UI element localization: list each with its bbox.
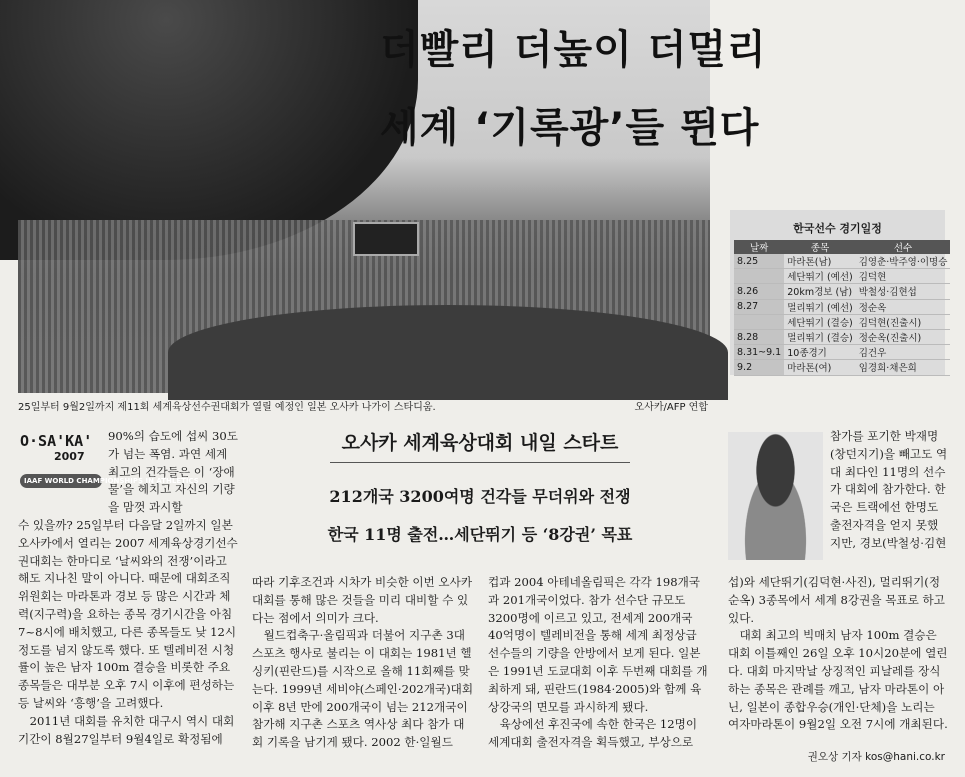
article-col4	[728, 574, 948, 734]
scoreboard-screen	[353, 222, 419, 256]
schedule-header-event: 종목	[784, 240, 856, 254]
table-row	[734, 360, 950, 375]
schedule-box	[730, 210, 948, 375]
schedule-table	[734, 240, 950, 376]
photo-caption: 25일부터 9월2일까지 제11회 세계육상선수권대회가 열릴 예정인 일본 오사카 나가이 스타디움.	[18, 402, 436, 413]
article-subhead: 오사카 세계육상대회 내일 스타트	[341, 432, 619, 454]
article-paragraph: 월드컵축구·올림픽과 더불어 지구촌 3대 스포츠 행사로 불리는 이 대회는 1981년 헬싱키(핀란드)를 시작으로 올해 11회째를 맞는다. 1999년 세비야(스페인·202개국)대회 이후 8년 만에 200개국이 넘는 212개국이 참가해 지구촌 스포츠 역사상 최다 참가 대회 기록을 남기게 됐다. 2002 한·일월드	[252, 628, 474, 750]
table-row	[734, 269, 950, 284]
article-col1	[18, 517, 238, 748]
article-col3	[488, 574, 710, 752]
article-paragraph: 수 있을까? 25일부터 다음달 2일까지 일본 오사카에서 열리는 2007 세계육상경기선수권대회는 한마디로 ‘날씨와의 전쟁’이라고 해도 지나친 말이 아니다. 때문에 대회조직위원회는 마라톤과 경보 등 많은 시간과 체력(지구력)을 요하는 종목 경기시간을 아침 7~8시에 배치했고, 다른 종목들도 낮 12시 정도를 넘지 않도록 했다. 또 텔레비전 시청률이 높은 남자 100m 결승을 비롯한 주요 종목들은 대부분 오후 7시 이후에 편성하는 등 날씨와 ‘흥행’을 고려했다.	[18, 518, 238, 710]
schedule-event: 세단뛰기 (결승)	[784, 314, 856, 329]
article-deck-1: 212개국 3200여명 건각들 무더위와 전쟁	[329, 487, 631, 506]
article-paragraph: 따라 기후조건과 시차가 비슷한 이번 오사카대회를 통해 많은 것들을 미리 대비할 수 있다는 점에서 의미가 크다.	[252, 575, 473, 625]
logo-text: O·SA'KA'	[20, 432, 93, 450]
schedule-date	[734, 314, 784, 329]
schedule-event: 마라톤(여)	[784, 360, 856, 375]
table-row	[734, 254, 950, 269]
logo-year: 2007	[54, 450, 85, 463]
schedule-athlete: 김덕현(진출시)	[856, 314, 951, 329]
table-row	[734, 329, 950, 344]
schedule-header-date: 날짜	[734, 240, 784, 254]
schedule-event: 20km경보 (남)	[784, 284, 856, 299]
schedule-athlete: 정순옥	[856, 299, 951, 314]
headline-line-1: 더빨리 더높이 더멀리	[380, 27, 767, 73]
schedule-event: 세단뛰기 (예선)	[784, 269, 856, 284]
table-row	[734, 314, 950, 329]
schedule-athlete: 정순옥(진출시)	[856, 329, 951, 344]
schedule-athlete: 김덕현	[856, 269, 951, 284]
schedule-date	[734, 269, 784, 284]
schedule-header-athlete: 선수	[856, 240, 951, 254]
article-paragraph: 2011년 대회를 유치한 대구시 역시 대회기간이 8월27일부터 9월4일로 확정됨에	[18, 713, 235, 746]
subhead-divider	[330, 462, 630, 463]
schedule-athlete: 임경희·채은희	[856, 360, 951, 375]
article-paragraph: 대회 최고의 빅매치 남자 100m 결승은 대회 이틀째인 26일 오후 10시20분에 열린다. 대회 마지막날 상징적인 피날레를 장식하는 종목은 관례를 깨고, 남자 마라톤이 아닌, 일본이 종합우승(개인·단체)을 노리는 여자마라톤이 9월2일 오전 7시에 개최된다.	[728, 628, 948, 732]
schedule-date: 8.28	[734, 329, 784, 344]
schedule-event: 마라톤(남)	[784, 254, 856, 269]
table-row	[734, 299, 950, 314]
iaaf-badge	[20, 474, 199, 488]
schedule-event: 멀리뛰기 (예선)	[784, 299, 856, 314]
table-row	[734, 345, 950, 360]
article-paragraph: 참가를 포기한 박재명(창던지기)을 빼고도 역대 최다인 11명의 선수가 대회에 참가한다. 한국은 트랙에선 한명도 출전자격을 얻지 못했지만, 경보(박철성·김현	[830, 429, 948, 550]
schedule-date: 8.31~9.1	[734, 345, 784, 360]
article-deck-2: 한국 11명 출전…세단뛰기 등 ‘8강권’ 목표	[327, 525, 633, 544]
schedule-date: 8.25	[734, 254, 784, 269]
article-col2	[252, 574, 474, 752]
athlete-photo	[728, 432, 823, 560]
schedule-athlete: 박철성·김현섭	[856, 284, 951, 299]
article-paragraph: 섭)와 세단뛰기(김덕현·사진), 멀리뛰기(정순옥) 3종목에서 세계 8강권을 목표로 하고 있다.	[728, 575, 945, 625]
schedule-event: 10종경기	[784, 345, 856, 360]
schedule-title: 한국선수 경기일정	[793, 222, 882, 235]
schedule-event: 멀리뛰기 (결승)	[784, 329, 856, 344]
schedule-athlete: 김영춘·박주영·이명승	[856, 254, 951, 269]
schedule-athlete: 김건우	[856, 345, 951, 360]
article-paragraph: 컵과 2004 아테네올림픽은 각각 198개국과 201개국이었다. 참가 선수단 규모도 3200명에 이르고 있고, 전세계 200개국 40억명이 텔레비전을 통해 세계 최정상급 선수들의 기량을 안방에서 보게 된다. 일본은 1991년 도쿄대회 이후 두번째 대회를 개최하게 돼, 핀란드(1984·2005)와 함께 육상강국의 면모를 과시하게 됐다.	[488, 575, 708, 714]
article-col4-top	[830, 428, 948, 553]
iaaf-text: IAAF WORLD CHAMPIONSHIPS IN ATHLETICS	[24, 477, 199, 485]
table-row	[734, 284, 950, 299]
article-col1-top	[108, 428, 238, 517]
schedule-date: 8.26	[734, 284, 784, 299]
article-paragraph: 90%의 습도에 섭씨 30도가 넘는 폭염. 과연 세계 최고의 건각들은 이 ‘장애물’을 헤치고 자신의 기량을 맘껏 과시할	[108, 429, 238, 515]
headline-line-2: 세계 ‘기록광’들 뛴다	[380, 105, 760, 151]
schedule-date: 9.2	[734, 360, 784, 375]
article-paragraph: 육상에선 후진국에 속한 한국은 12명이 세계대회 출전자격을 획득했고, 부상으로	[488, 717, 698, 750]
byline: 권오상 기자 kos@hani.co.kr	[807, 751, 945, 763]
photo-credit: 오사카/AFP 연합	[634, 402, 708, 413]
schedule-date: 8.27	[734, 299, 784, 314]
stadium-field	[168, 305, 728, 400]
